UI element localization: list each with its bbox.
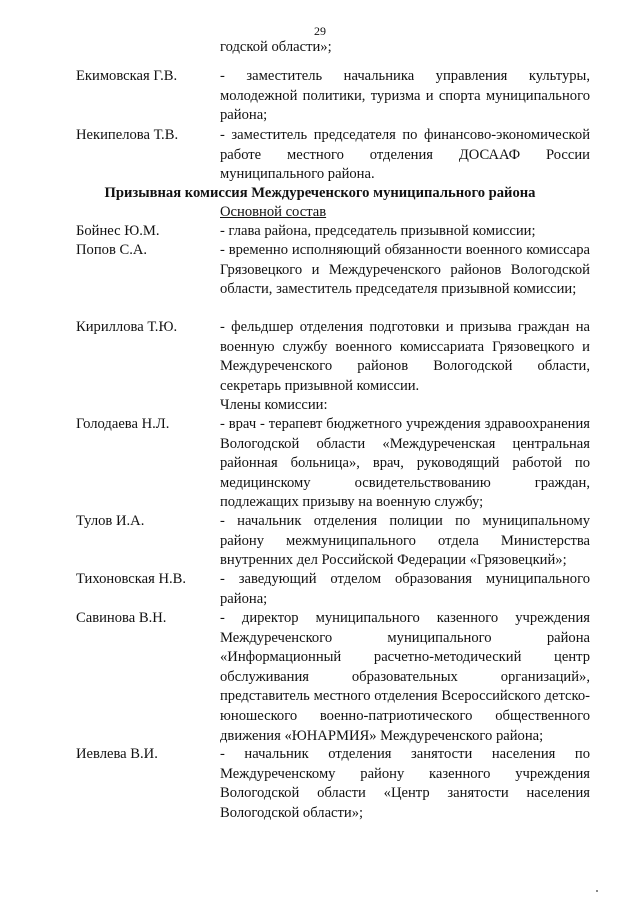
member-name: Попов С.А. [76, 242, 148, 258]
member-name: Иевлева В.И. [76, 746, 158, 762]
scan-speck [596, 890, 598, 892]
member-description: - заместитель начальника управления культуры, молодежной политики, туризма и спорта муниципального района; [220, 68, 590, 124]
member-description: - врач - терапевт бюджетного учреждения здравоохранения Вологодской области «Междуреченская центральная районная больница», врач, руководящий работой по медицинскому освидетельствованию граждан, подлежащих призыву на военную службу; [220, 416, 590, 511]
main-composition-label: Основной состав [220, 204, 327, 220]
member-name: Екимовская Г.В. [76, 68, 178, 84]
member-name: Некипелова Т.В. [76, 127, 179, 143]
member-description: - фельдшер отделения подготовки и призыва граждан на военную службу военного комиссариата Грязовецкого и Междуреченского районов Вологодской области, секретарь призывной комиссии. [220, 319, 590, 394]
member-name: Тихоновская Н.В. [76, 571, 187, 587]
member-description: - заведующий отделом образования муниципального района; [220, 571, 590, 607]
member-description: - начальник отделения занятости населения по Междуреченскому району казенного учреждения Вологодской области «Центр занятости населения Вологодской области»; [220, 746, 590, 821]
member-name: Голодаева Н.Л. [76, 416, 170, 432]
member-description: - директор муниципального казенного учреждения Междуреченского муниципального района «Информационный расчетно-методический центр обслуживания образовательных организаций», представитель местного отделения Всероссийского детско-юношеского военно-патриотического общественного движения «ЮНАРМИЯ» Междуреченского района; [220, 610, 590, 744]
member-description: - глава района, председатель призывной комиссии; [220, 223, 536, 239]
member-name: Кириллова Т.Ю. [76, 319, 178, 335]
member-description: - начальник отделения полиции по муниципальному району межмуниципального отдела Министерства внутренних дел Российской Федерации «Грязовецкий»; [220, 513, 590, 569]
commission-title: Призывная комиссия Междуреченского муниципального района [104, 185, 536, 201]
member-name: Бойнес Ю.М. [76, 223, 160, 239]
members-label: Члены комиссии: [220, 397, 328, 413]
page-number: 29 [314, 24, 326, 38]
member-name: Савинова В.Н. [76, 610, 167, 626]
member-description: - временно исполняющий обязанности военного комиссара Грязовецкого и Междуреченского районов Вологодской области, заместитель председателя призывной комиссии; [220, 242, 590, 298]
member-description: - заместитель председателя по финансово-экономической работе местного отделения ДОСААФ России муниципального района. [220, 127, 590, 183]
continuation-text: годской области»; [220, 39, 332, 55]
member-name: Тулов И.А. [76, 513, 145, 529]
